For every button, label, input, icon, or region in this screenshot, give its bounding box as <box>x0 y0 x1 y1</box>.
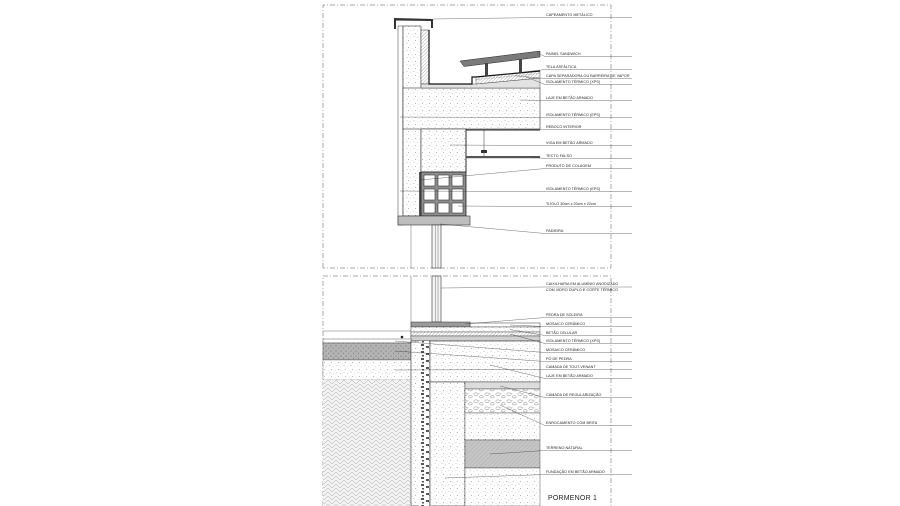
ceiling-hanger-clip <box>481 150 487 153</box>
panel-support <box>485 63 488 76</box>
gravel-fill <box>465 389 540 413</box>
parapet-upstand <box>421 30 429 84</box>
label-sandwich-panel: PAINEL SANDWICH <box>546 52 581 56</box>
sandwich-panel <box>460 51 540 67</box>
exterior-ceramic-mosaic <box>323 339 411 343</box>
label-vapour-barrier: CAPA SEPARADORA OU BARREIRA DE VAPOR <box>546 74 630 78</box>
label-bonding-product: PRODUTO DE COLAGEM <box>546 164 591 168</box>
detail-title: PORMENOR 1 <box>548 495 598 502</box>
leader-line <box>458 206 545 207</box>
label-levelling-layer: CAMADA DE REGULARIZAÇÃO <box>546 393 602 397</box>
annotation <box>530 154 632 159</box>
stone-dust-layer <box>323 343 411 360</box>
annotation <box>440 224 632 234</box>
leader-line <box>441 287 545 288</box>
annotation <box>441 282 632 292</box>
label-floor-xps: ISOLAMENTO TÉRMICO (XPS) <box>546 339 601 343</box>
label-exterior-mosaic: MOSAICO CERÂMICO <box>546 348 586 352</box>
label-concrete-beam: VIGA EM BETÃO ARMADO <box>546 141 593 145</box>
exterior-eps-insulation <box>398 26 403 225</box>
concrete-beam <box>421 129 466 172</box>
label-wall-eps-upper: ISOLAMENTO TÉRMICO (EPS) <box>546 113 601 117</box>
label-tout-venant: CAMADA DE TOUT-VENANT <box>546 365 596 369</box>
annotation <box>433 13 632 19</box>
floor-xps-insulation <box>411 332 540 336</box>
label-roof-xps: ISOLAMENTO TÉRMICO (XPS) <box>546 80 601 84</box>
foundation-footing <box>430 382 465 506</box>
panel-support <box>519 60 522 73</box>
brick-cell <box>438 203 449 213</box>
label-window-frame-line2: COM VIDRO DUPLO E CORTE TÉRMICO <box>546 288 618 292</box>
brick-cell <box>452 189 463 200</box>
label-interior-plaster: REBOCO INTERIOR <box>546 125 582 129</box>
foundation-stone-strip <box>419 341 429 506</box>
roof-slab <box>403 88 540 129</box>
brick-cell <box>438 175 449 186</box>
compacted-layer <box>465 413 540 440</box>
label-metal-coping: CAPEAMENTO METÁLICO <box>546 13 593 17</box>
label-window-frame-line1: CAIXILHARIA EM ALUMÍNIO ANODIZADO <box>546 282 619 286</box>
window-frame-lower <box>432 276 441 322</box>
label-lintel: PADIEIRA <box>546 229 564 233</box>
label-asphalt-membrane: TELA ASFÁLTICA <box>546 65 577 69</box>
hollow-brick <box>421 172 466 216</box>
label-gravel-fill: ENROCAMENTO COM BRITA <box>546 421 598 425</box>
label-cellular-concrete: BETÃO CELULAR <box>546 331 578 335</box>
label-ground-slab: LAJE EM BETÃO ARMADO <box>546 374 593 378</box>
label-false-ceiling: TECTO FALSO <box>546 154 572 158</box>
label-wall-eps-lower: ISOLAMENTO TÉRMICO (EPS) <box>546 187 601 191</box>
label-foundation: FUNDAÇÃO EM BETÃO ARMADO <box>546 470 605 474</box>
annotation <box>450 140 632 146</box>
interior-plaster <box>466 130 540 172</box>
label-threshold-stone: PEDRA DE SOLEIRA <box>546 313 583 317</box>
brick-cell <box>452 203 463 213</box>
annotation <box>537 52 632 57</box>
label-floor-mosaic: MOSAICO CERÂMICO <box>546 322 586 326</box>
upper-detail <box>323 5 611 268</box>
brick-cell <box>438 189 449 200</box>
brick-cell <box>424 203 435 213</box>
threshold-stone <box>411 322 470 327</box>
lintel <box>398 216 470 225</box>
label-stone-dust: PÓ DE PEDRA <box>546 357 572 361</box>
leader-line <box>440 224 545 234</box>
leader-line <box>433 18 545 20</box>
foundation-base <box>465 468 540 506</box>
window-frame-upper <box>432 225 441 268</box>
false-ceiling <box>466 156 540 158</box>
label-roof-slab: LAJE EM BETÃO ARMADO <box>546 96 593 100</box>
label-hollow-brick: TIJOLO 30cm x 20cm x 22cm <box>546 202 597 206</box>
ground-slab <box>430 341 540 382</box>
upper-frame-border <box>323 5 611 268</box>
exterior-terrain <box>323 380 411 506</box>
annotation <box>458 202 632 207</box>
label-natural-terrain: TERRENO NATURAL <box>546 446 583 450</box>
brick-cell <box>424 175 435 186</box>
brick-cell <box>424 189 435 200</box>
levelling-layer <box>465 382 540 389</box>
floor-ceramic-mosaic <box>470 323 540 327</box>
drip-marker <box>401 336 404 339</box>
natural-terrain <box>465 440 540 468</box>
